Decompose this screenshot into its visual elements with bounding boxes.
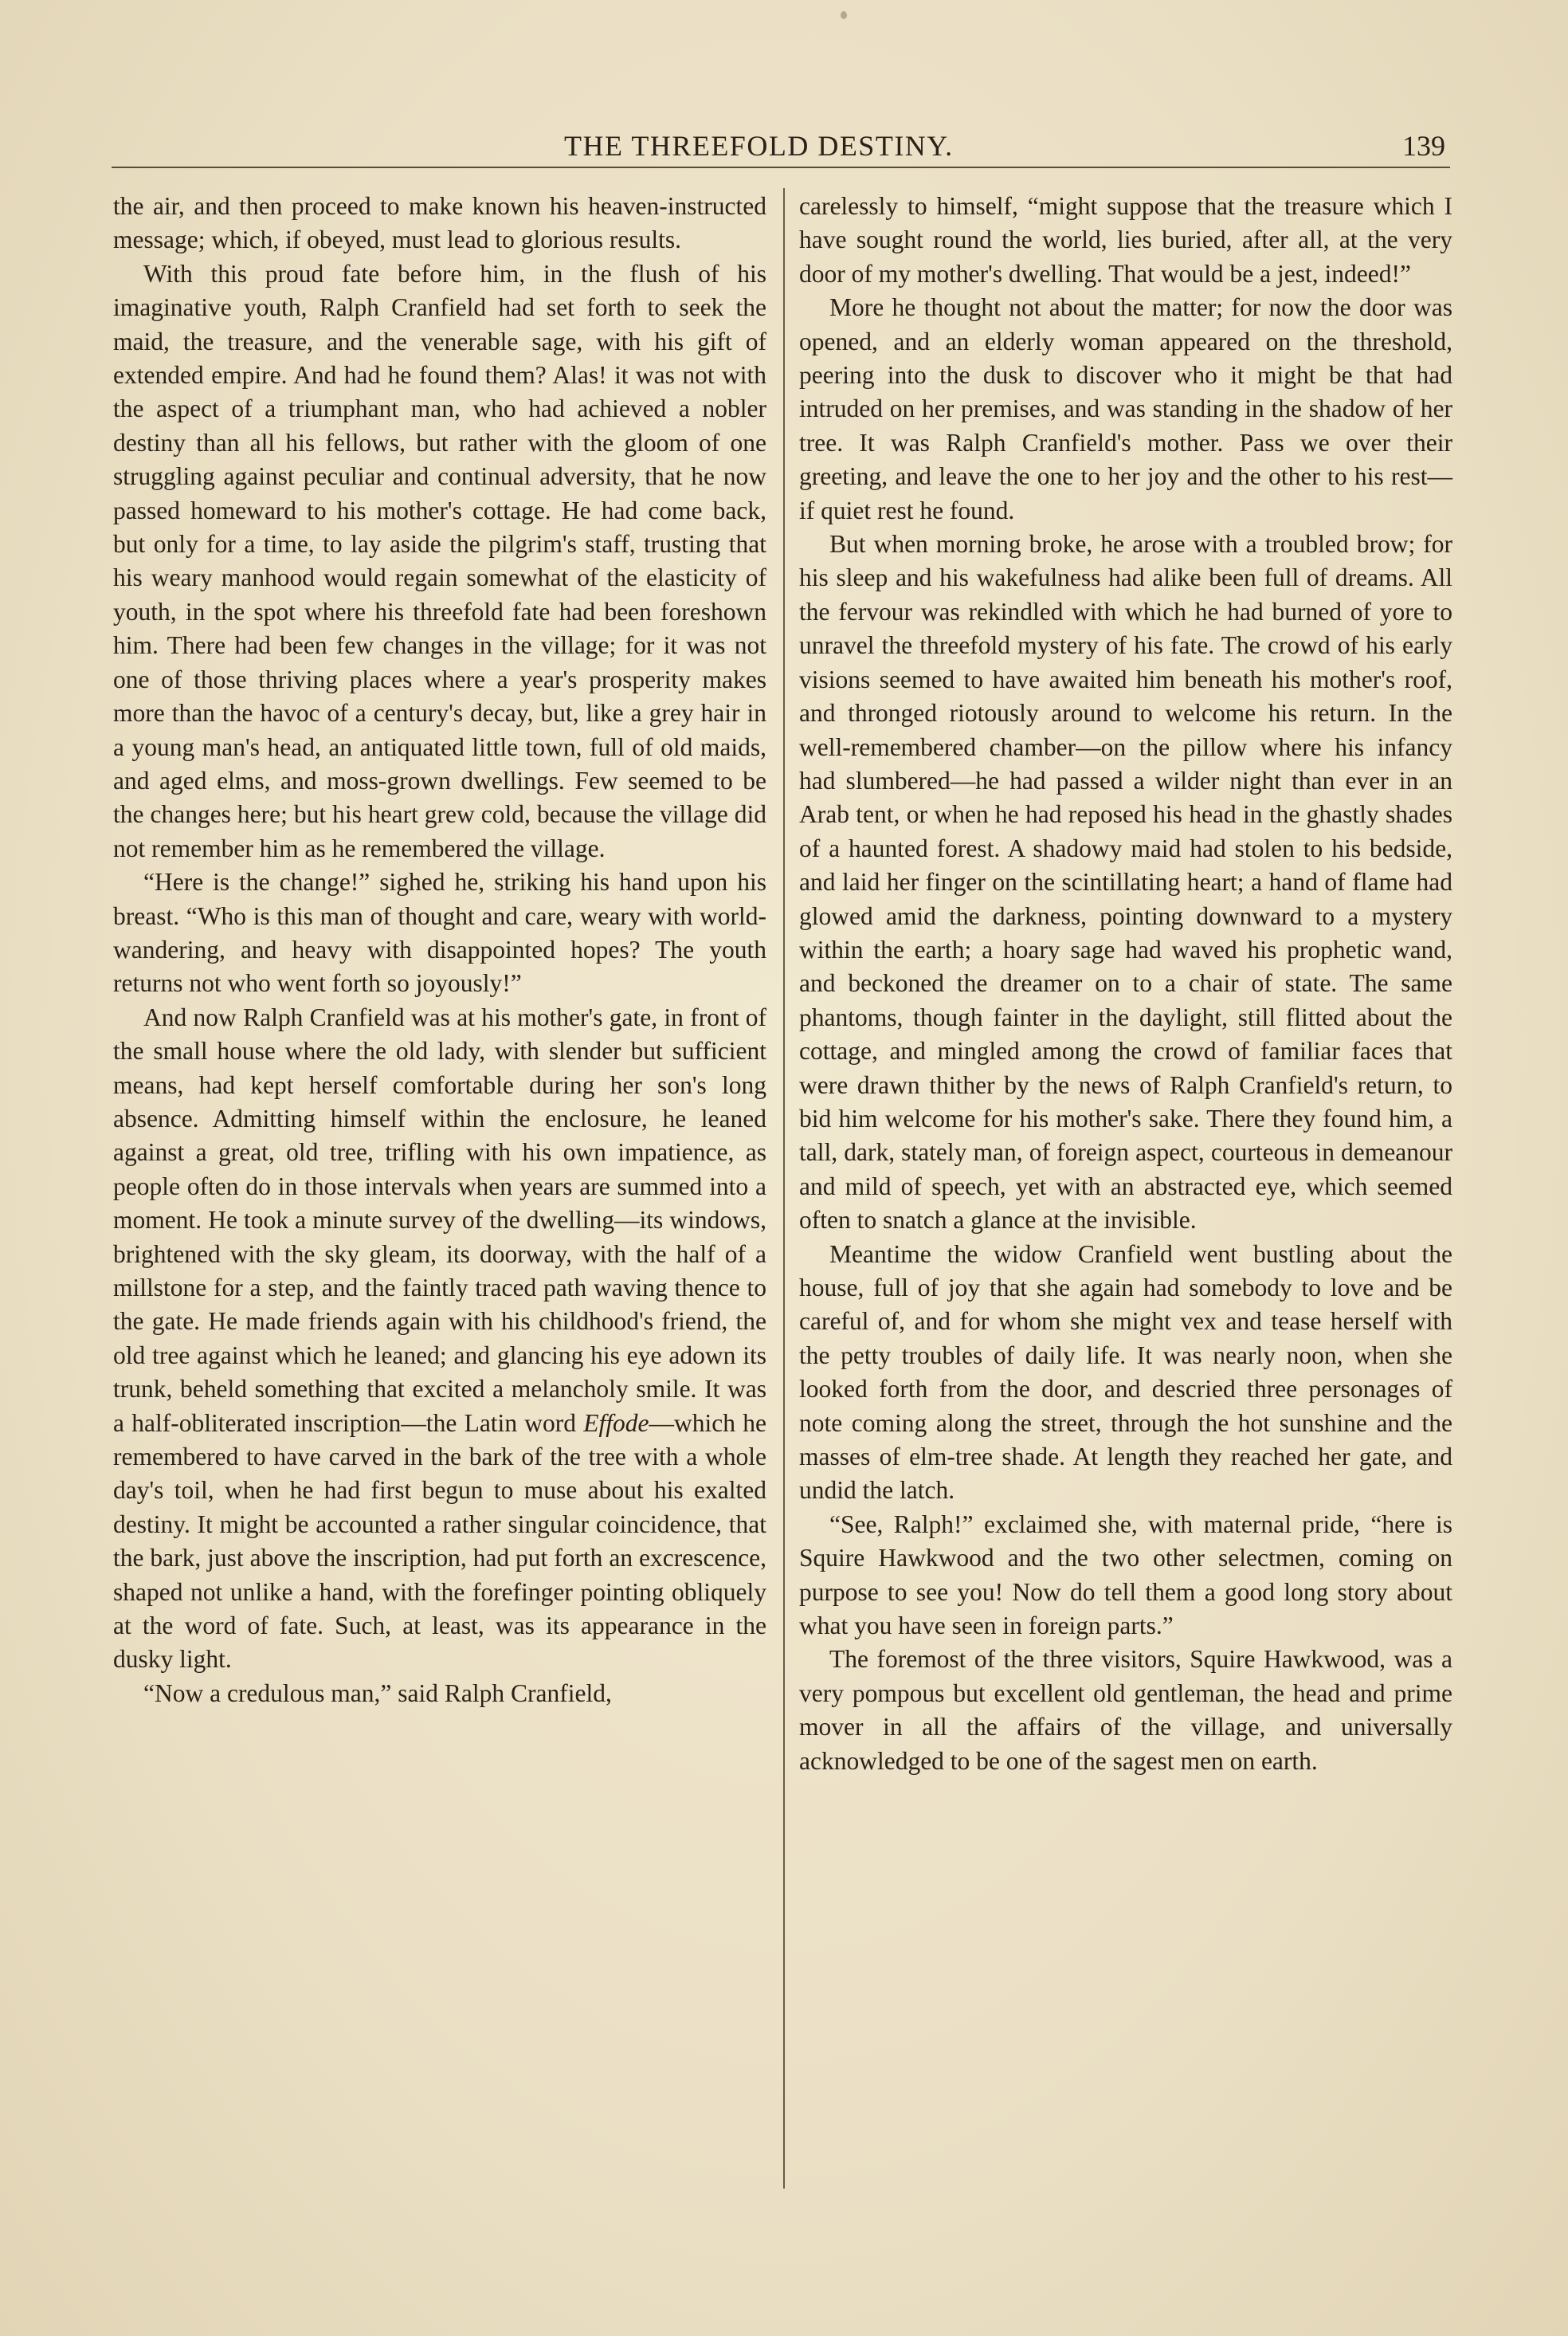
paragraph-text: —which he remembered to have carved in the bark of the tree with a whole day's toil, when he had first begun to muse about his exalted destiny. It might be accounted a rather singular coincidence, that the bark, just above the inscription, had put forth an excrescence, shaped not unlike a hand, with the forefinger pointing obliquely at the word of fate. Such, at least, was its appearance in the dusky light. bbox=[113, 1408, 766, 1674]
page-number: 139 bbox=[1402, 130, 1445, 162]
paragraph-with-inscription bbox=[113, 1001, 766, 1677]
paragraph-text: And now Ralph Cranfield was at his mother's gate, in front of the small house where the old lady, with slender but sufficient means, had kept herself comfortable during her son's long absence. Admitting himself within the enclosure, he leaned against a great, old tree, trifling with his own impatience, as people often do in those intervals when years are summed into a moment. He took a minute survey of the dwelling—its windows, brightened with the sky gleam, its doorway, with the half of a millstone for a step, and the faintly traced path waving thence to the gate. He made friends again with his childhood's friend, the old tree against which he leaned; and glancing his eye adown its trunk, beheld something that excited a melancholy smile. It was a half-obliterated inscription—the Latin word bbox=[113, 1003, 766, 1437]
paragraph-text: Now a credulous man,” said Ralph Cranfield, bbox=[154, 1678, 612, 1707]
right-column bbox=[799, 190, 1452, 1778]
open-quote: “ bbox=[143, 1678, 155, 1707]
paragraph: “Here is the change!” sighed he, striking his hand upon his breast. “Who is this man of thought and care, weary with world-wandering, and heavy with disappointed hopes? The youth returns not who went forth so joyously!” bbox=[113, 868, 766, 998]
inscription-word: Effode bbox=[583, 1408, 649, 1437]
paragraph: Meantime the widow Cranfield went bustling about the house, full of joy that she again had somebody to love and be careful of, and for whom she might vex and tease herself with the petty troubles of daily life. It was nearly noon, when she looked forth from the door, and descried three personages of note coming along the street, through the hot sunshine and the masses of elm-tree shade. At length they reached her gate, and undid the latch. bbox=[799, 1239, 1452, 1505]
paragraph: With this proud fate before him, in the flush of his imaginative youth, Ralph Cranfield had set forth to seek the maid, the treasure, and the venerable sage, with his gift of extended empire. And had he found them? Alas! it was not with the aspect of a triumphant man, who had achieved a nobler destiny than all his fellows, but rather with the gloom of one struggling against peculiar and continual adversity, that he now passed homeward to his mother's cottage. He had come back, but only for a time, to lay aside the pilgrim's staff, trusting that his weary manhood would regain somewhat of the elasticity of youth, in the spot where his threefold fate had been foreshown him. There had been few changes in the village; for it was not one of those thriving places where a year's prosperity makes more than the havoc of a century's decay, but, like a grey hair in a young man's head, an antiquated little town, full of old maids, and aged elms, and moss-grown dwellings. Few seemed to be the changes here; but his heart grew cold, because the village did not remember him as he remembered the village. bbox=[113, 259, 766, 862]
paragraph: carelessly to himself, “might suppose that the treasure which I have sought round the world, lies buried, after all, at the very door of my mother's dwelling. That would be a jest, indeed!” bbox=[799, 192, 1452, 288]
paragraph: the air, and then proceed to make known his heaven-instructed message; which, if obeyed, must lead to glorious results. bbox=[113, 192, 766, 254]
column-divider bbox=[783, 188, 785, 2189]
paragraph: “See, Ralph!” exclaimed she, with maternal pride, “here is Squire Hawkwood and the two other selectmen, coming on purpose to see you! Now do tell them a good long story about what you have seen in foreign parts.” bbox=[799, 1510, 1452, 1640]
left-column bbox=[113, 190, 766, 1710]
header-rule bbox=[112, 167, 1450, 168]
running-title: THE THREEFOLD DESTINY. bbox=[564, 130, 954, 162]
page-header bbox=[112, 129, 1450, 169]
paragraph: More he thought not about the matter; for now the door was opened, and an elderly woman appeared on the threshold, peering into the dusk to discover who it might be that had intruded on her premises, and was standing in the shadow of her tree. It was Ralph Cranfield's mother. Pass we over their greeting, and leave the one to her joy and the other to his rest—if quiet rest he found. bbox=[799, 293, 1452, 524]
paragraph bbox=[113, 1677, 766, 1710]
paragraph: But when morning broke, he arose with a troubled brow; for his sleep and his wakefulness had alike been full of dreams. All the fervour was rekindled with which he had burned of yore to unravel the threefold mystery of his fate. The crowd of his early visions seemed to have awaited him beneath his mother's roof, and thronged riotously around to welcome his return. In the well-remembered chamber—on the pillow where his infancy had slumbered—he had passed a wilder night than ever in an Arab tent, or when he had reposed his head in the ghastly shades of a haunted forest. A shadowy maid had stolen to his bedside, and laid her finger on the scintillating heart; a hand of flame had glowed amid the darkness, pointing downward to a mystery within the earth; a hoary sage had waved his prophetic wand, and beckoned the dreamer on to a chair of state. The same phantoms, though fainter in the daylight, still flitted about the cottage, and mingled among the crowd of familiar faces that were drawn thither by the news of Ralph Cranfield's return, to bid him welcome for his mother's sake. There they found him, a tall, dark, stately man, of foreign aspect, courteous in demeanour and mild of speech, yet with an abstracted eye, which seemed often to snatch a glance at the invisible. bbox=[799, 530, 1452, 1235]
paragraph: The foremost of the three visitors, Squire Hawkwood, was a very pompous but excellent old gentleman, the head and prime mover in all the affairs of the village, and universally acknowledged to be one of the sagest men on earth. bbox=[799, 1645, 1452, 1775]
ink-speck bbox=[841, 11, 847, 19]
